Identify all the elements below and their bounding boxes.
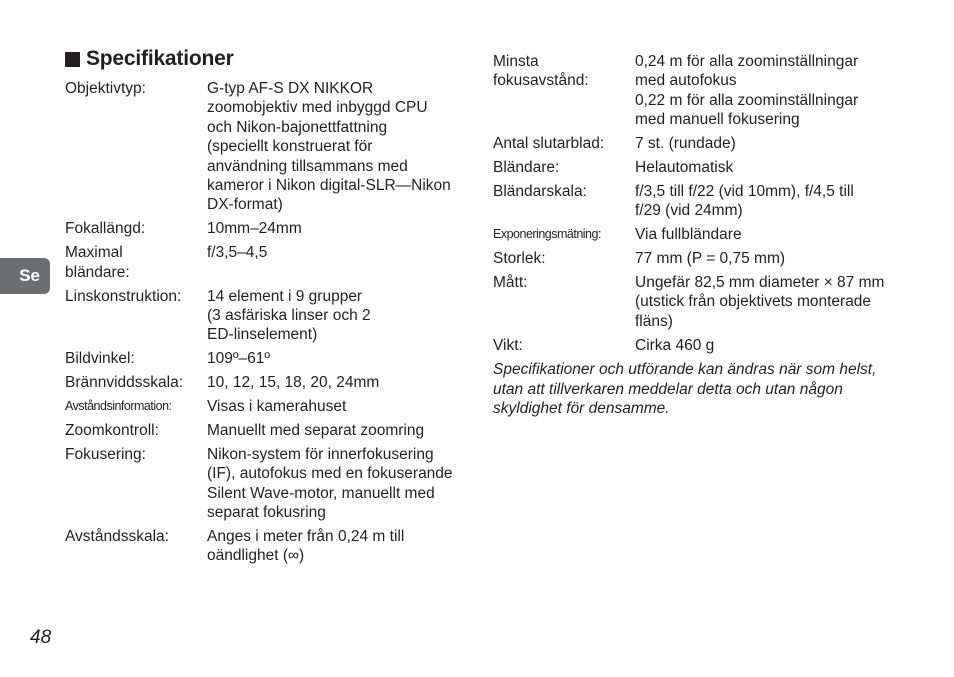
spec-value: Cirka 460 g — [635, 336, 715, 354]
spec-value: Via fullbländare — [635, 226, 742, 244]
spec-value: 77 mm (P = 0,75 mm) — [635, 250, 786, 268]
spec-row-blandare — [493, 158, 903, 177]
spec-label: Fokallängd: — [65, 220, 146, 238]
spec-value: 10mm–24mm — [207, 220, 302, 238]
spec-value: 10, 12, 15, 18, 20, 24mm — [207, 374, 380, 392]
heading-text: Specifikationer — [86, 47, 234, 70]
spec-label: Maximal bländare: — [65, 244, 130, 281]
spec-row-antal-slutarblad — [493, 134, 903, 153]
page-number: 48 — [30, 627, 52, 648]
spec-value: 0,24 m för alla zoominställningar med autofokus 0,22 m för alla zoominställningar med manuell fokusering — [635, 53, 859, 129]
spec-value: 7 st. (rundade) — [635, 135, 736, 153]
spec-value: 14 element i 9 grupper (3 asfäriska linser och 2 ED-linselement) — [207, 287, 371, 344]
spec-row-storlek — [493, 249, 903, 268]
spec-label: Vikt: — [493, 336, 523, 354]
spec-label: Fokusering: — [65, 445, 146, 463]
spec-label: Mått: — [493, 274, 528, 292]
spec-row-brannviddsskala — [65, 373, 465, 392]
spec-row-fokallangd — [65, 219, 465, 238]
spec-row-avstandsinformation — [65, 397, 465, 416]
spec-value: Ungefär 82,5 mm diameter × 87 mm (utstick från objektivets monterade fläns) — [635, 274, 885, 330]
spec-row-minsta-fokusavstand — [493, 52, 903, 130]
spec-row-avstandsskala — [65, 527, 465, 566]
spec-row-maximal-blandare — [65, 243, 465, 282]
spec-list-left — [65, 79, 465, 570]
spec-value: Nikon-system för innerfokusering (IF), autofokus med en fokuserande Silent Wave-motor, manuellt med separat fokusring — [207, 445, 453, 522]
spec-row-zoomkontroll — [65, 421, 465, 440]
disclaimer-note: Specifikationer och utförande kan ändras när som helst, utan att tillverkaren meddelar detta och utan någon skyldighet för densamme. — [493, 361, 877, 417]
spec-label: Bländarskala: — [493, 182, 587, 200]
spec-row-blandarskala — [493, 182, 903, 221]
spec-label: Linskonstruktion: — [65, 287, 182, 305]
spec-value: Visas i kamerahuset — [207, 398, 347, 416]
language-tab — [0, 258, 50, 294]
spec-label: Exponeringsmätning: — [493, 227, 601, 242]
spec-label: Bländare: — [493, 159, 560, 177]
section-heading — [65, 47, 234, 71]
spec-row-exponeringsmatning — [493, 225, 903, 244]
spec-row-matt — [493, 273, 903, 331]
square-bullet-icon — [65, 52, 80, 67]
language-tab-label: Se — [19, 266, 40, 285]
spec-value: Anges i meter från 0,24 m till oändlighet (∞) — [207, 528, 405, 565]
spec-label: Objektivtyp: — [65, 80, 146, 97]
spec-list-right — [493, 52, 903, 418]
spec-label: Avståndsinformation: — [65, 399, 172, 414]
spec-row-bildvinkel — [65, 349, 465, 368]
spec-value: f/3,5–4,5 — [207, 244, 268, 262]
spec-value: Helautomatisk — [635, 159, 734, 177]
spec-value: Manuellt med separat zoomring — [207, 422, 425, 439]
spec-row-objektivtyp — [65, 79, 465, 215]
spec-label: Storlek: — [493, 250, 546, 268]
spec-label: Minsta fokusavstånd: — [493, 53, 589, 90]
spec-label: Antal slutarblad: — [493, 135, 605, 153]
spec-value: 109º–61º — [207, 350, 271, 368]
spec-row-fokusering — [65, 445, 465, 523]
spec-label: Avståndsskala: — [65, 528, 169, 546]
spec-value: f/3,5 till f/22 (vid 10mm), f/4,5 till f/29 (vid 24mm) — [635, 182, 854, 220]
spec-label: Brännviddsskala: — [65, 374, 184, 392]
spec-label: Zoomkontroll: — [65, 422, 159, 439]
spec-row-linskonstruktion — [65, 287, 465, 345]
spec-label: Bildvinkel: — [65, 350, 135, 368]
spec-row-vikt — [493, 336, 903, 355]
spec-value: G-typ AF-S DX NIKKOR zoomobjektiv med inbyggd CPU och Nikon-bajonettfattning (speciellt konstruerat för användning tillsammans med kameror i Nikon digital-SLR—Nikon DX-format) — [207, 80, 451, 214]
